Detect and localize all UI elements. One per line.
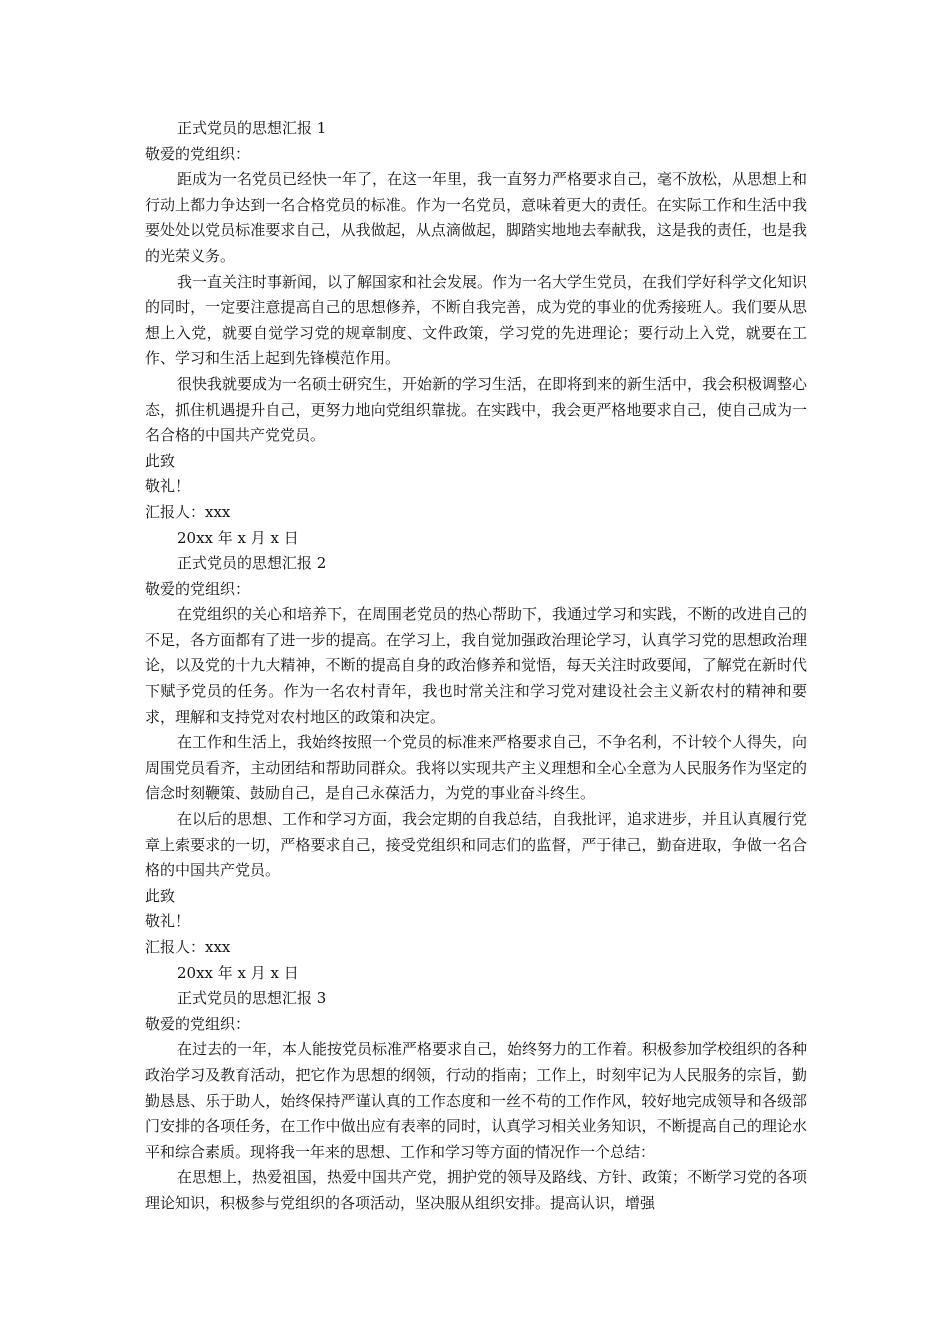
body-paragraph: 在工作和生活上，我始终按照一个党员的标准来严格要求自己，不争名利，不计较个人得失，向周围党员看齐，主动团结和帮助同群众。我将以实现共产主义理想和全心全意为人民服务作为坚定的信念时刻鞭策、鼓励自己，是自己永葆活力，为党的事业奋斗终生。 (145, 733, 808, 803)
date-line: 20xx 年 x 月 x 日 (177, 528, 299, 547)
closing-regards: 敬礼！ (145, 477, 191, 496)
body-paragraph: 在思想上，热爱祖国，热爱中国共产党，拥护党的领导及路线、方针、政策；不断学习党的各项理论知识，积极参与党组织的各项活动，坚决服从组织安排。提高认识，增强 (145, 1168, 808, 1212)
salutation: 敬爱的党组织： (145, 579, 251, 598)
reporter-line: 汇报人：xxx (145, 502, 231, 521)
salutation: 敬爱的党组织： (145, 144, 251, 163)
report-section-2 (145, 551, 807, 986)
section-title: 正式党员的思想汇报 1 (177, 119, 327, 137)
reporter-line: 汇报人：xxx (145, 938, 231, 956)
document-page (145, 116, 807, 1217)
closing-regards: 敬礼！ (145, 912, 191, 931)
body-paragraph: 在党组织的关心和培养下，在周围老党员的热心帮助下，我通过学习和实践，不断的改进自己的不足，各方面都有了进一步的提高。在学习上，我自觉加强政治理论学习，认真学习党的思想政治理论，以及党的十九大精神，不断的提高自身的政治修养和觉悟，每天关注时政要闻，了解党在新时代下赋予党员的任务。作为一名农村青年，我也时常关注和学习党对建设社会主义新农村的精神和要求，理解和支持党对农村地区的政策和决定。 (145, 605, 808, 726)
salutation: 敬爱的党组织： (145, 1014, 251, 1033)
date-line: 20xx 年 x 月 x 日 (177, 963, 299, 982)
section-title: 正式党员的思想汇报 3 (177, 989, 327, 1008)
closing-line: 此致 (145, 451, 176, 470)
report-section-1 (145, 116, 807, 551)
body-paragraph: 我一直关注时事新闻，以了解国家和社会发展。作为一名大学生党员，在我们学好科学文化知识的同时，一定要注意提高自己的思想修养，不断自我完善，成为党的事业的优秀接班人。我们要从思想上入党，就要自觉学习党的规章制度、文件政策，学习党的先进理论；要行动上入党，就要在工作、学习和生活上起到先锋模范作用。 (145, 272, 808, 368)
body-paragraph: 在以后的思想、工作和学习方面，我会定期的自我总结，自我批评，追求进步，并且认真履行党章上索要求的一切，严格要求自己，接受党组织和同志们的监督，严于律己，勤奋进取，争做一名合格的中国共产党员。 (145, 810, 808, 880)
body-paragraph: 很快我就要成为一名硕士研究生，开始新的学习生活，在即将到来的新生活中，我会积极调整心态，抓住机遇提升自己，更努力地向党组织靠拢。在实践中，我会更严格地要求自己，使自己成为一名合格的中国共产党党员。 (145, 374, 808, 445)
body-paragraph: 距成为一名党员已经快一年了，在这一年里，我一直努力严格要求自己，毫不放松，从思想上和行动上都力争达到一名合格党员的标准。作为一名党员，意味着更大的责任。在实际工作和生活中我要处处以党员标准要求自己，从我做起，从点滴做起，脚踏实地地去奉献我，这是我的责任，也是我的光荣义务。 (145, 170, 808, 265)
section-title: 正式党员的思想汇报 2 (177, 554, 327, 573)
body-paragraph: 在过去的一年，本人能按党员标准严格要求自己，始终努力的工作着。积极参加学校组织的各种政治学习及教育活动，把它作为思想的纲领，行动的指南；工作上，时刻牢记为人民服务的宗旨，勤勤恳恳、乐于助人，始终保持严谨认真的工作态度和一丝不苟的工作作风，较好地完成领导和各级部门安排的各项任务，在工作中做出应有表率的同时，认真学习相关业务知识，不断提高自己的理论水平和综合素质。现将我一年来的思想、工作和学习等方面的情况作一个总结： (145, 1040, 808, 1161)
closing-line: 此致 (145, 886, 176, 905)
report-section-3 (145, 986, 807, 1216)
